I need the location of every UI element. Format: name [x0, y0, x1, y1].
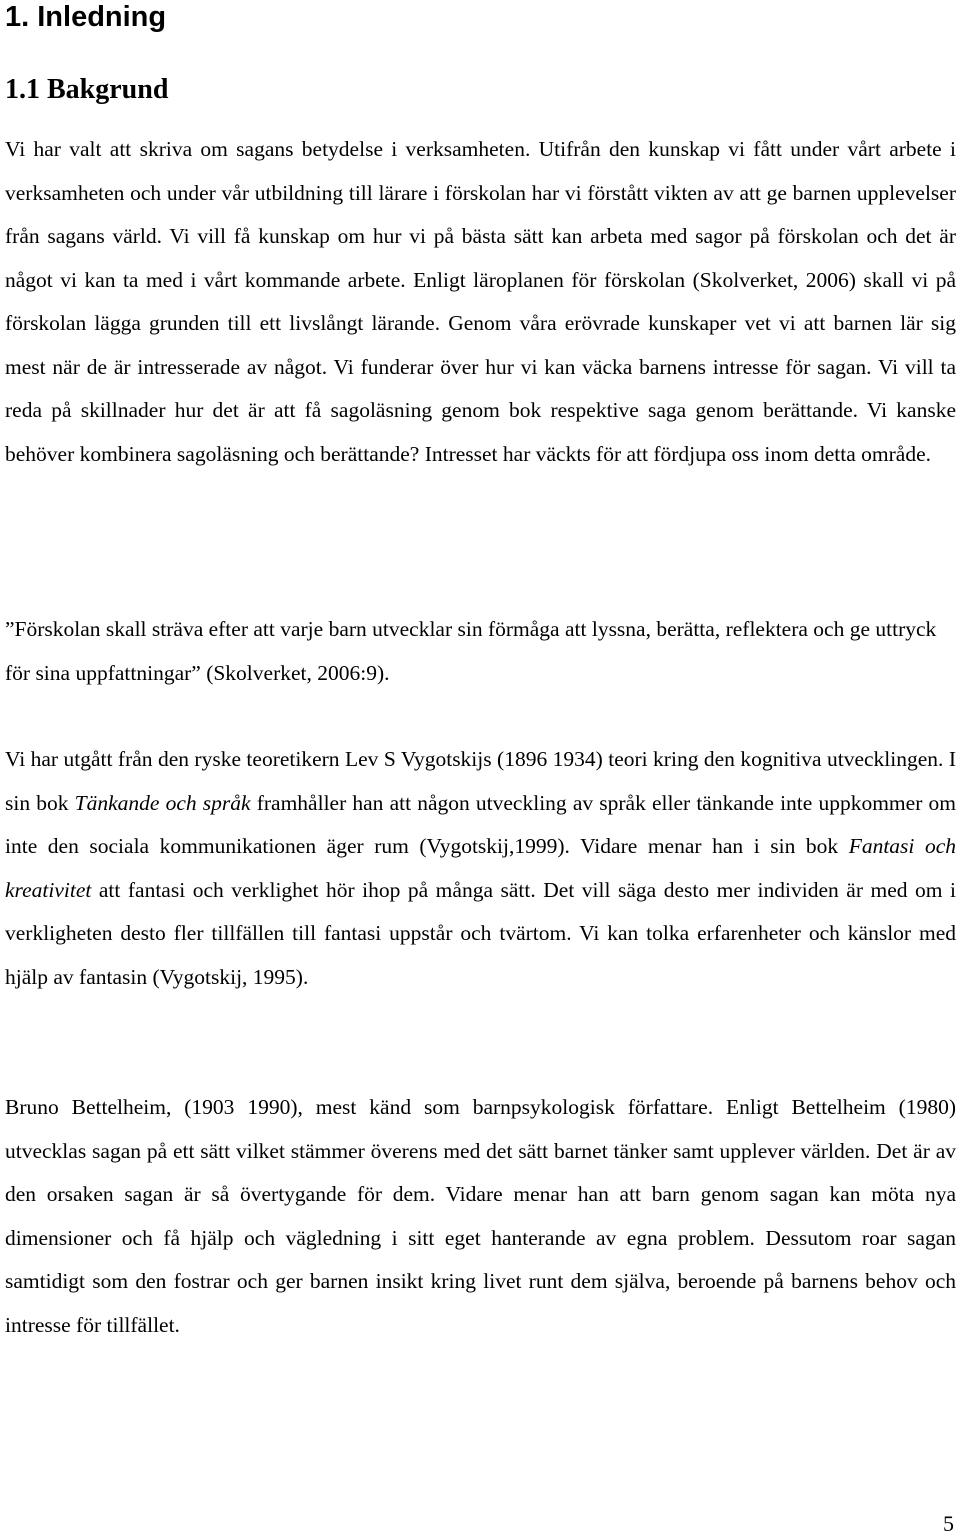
chapter-heading: 1. Inledning: [5, 1, 167, 33]
paragraph-vygotskij-text-3: att fantasi och verklighet hör ihop på många sätt. Det vill säga desto mer individen är med om i verkligheten desto fler tillfällen till fantasi uppstår och tvärtom. Vi kan tolka erfarenheter och känslor med hjälp av fantasin (Vygotskij, 1995).: [5, 877, 956, 989]
paragraph-vygotskij: [5, 738, 956, 999]
paragraph-background: Vi har valt att skriva om sagans betydelse i verksamheten. Utifrån den kunskap vi fått under vårt arbete i verksamheten och under vår utbildning till lärare i förskolan har vi förstått vikten av att ge barnen upplevelser från sagans värld. Vi vill få kunskap om hur vi på bästa sätt kan arbeta med sagor på förskolan och det är något vi kan ta med i vårt kommande arbete. Enligt läroplanen för förskolan (Skolverket, 2006) skall vi på förskolan lägga grunden till ett livslångt lärande. Genom våra erövrade kunskaper vet vi att barnen lär sig mest när de är intresserade av något. Vi funderar över hur vi kan väcka barnens intresse för sagan. Vi vill ta reda på skillnader hur det är att få sagoläsning genom bok respektive saga genom berättande. Vi kanske behöver kombinera sagoläsning och berättande? Intresset har väckts för att fördjupa oss inom detta område.: [5, 137, 956, 466]
paragraph-vygotskij-text-2: framhåller han att någon utveckling av språk eller tänkande inte uppkommer om inte den sociala kommunikationen äger rum (Vygotskij,1999). Vidare menar han i sin bok: [5, 790, 956, 858]
page-number: 5: [943, 1511, 954, 1536]
paragraph-vygotskij-text-1: Vi har utgått från den ryske teoretikern Lev S Vygotskijs (1896 1934) teori kring den kognitiva utvecklingen. I sin bok: [5, 747, 956, 815]
paragraph-bettelheim: Bruno Bettelheim, (1903 1990), mest känd som barnpsykologisk författare. Enligt Bettelheim (1980) utvecklas sagan på ett sätt vilket stämmer överens med det sätt barnet tänker samt upplever världen. Det är av den orsaken sagan är så övertygande för dem. Vidare menar han att barn genom sagan kan möta nya dimensioner och få hjälp och vägledning i sitt eget hanterande av egna problem. Dessutom roar sagan samtidigt som den fostrar och ger barnen insikt kring livet runt dem själva, beroende på barnens behov och intresse för tillfället.: [5, 1095, 956, 1337]
book-title-fantasi-och-kreativitet: Fantasi och kreativitet: [5, 834, 956, 902]
section-heading: 1.1 Bakgrund: [5, 74, 169, 105]
book-title-tankande-och-sprak: Tänkande och språk: [74, 790, 251, 815]
quote-skolverket: ”Förskolan skall sträva efter att varje barn utvecklar sin förmåga att lyssna, berätta, reflektera och ge uttryck för sina uppfattningar” (Skolverket, 2006:9).: [5, 617, 937, 685]
